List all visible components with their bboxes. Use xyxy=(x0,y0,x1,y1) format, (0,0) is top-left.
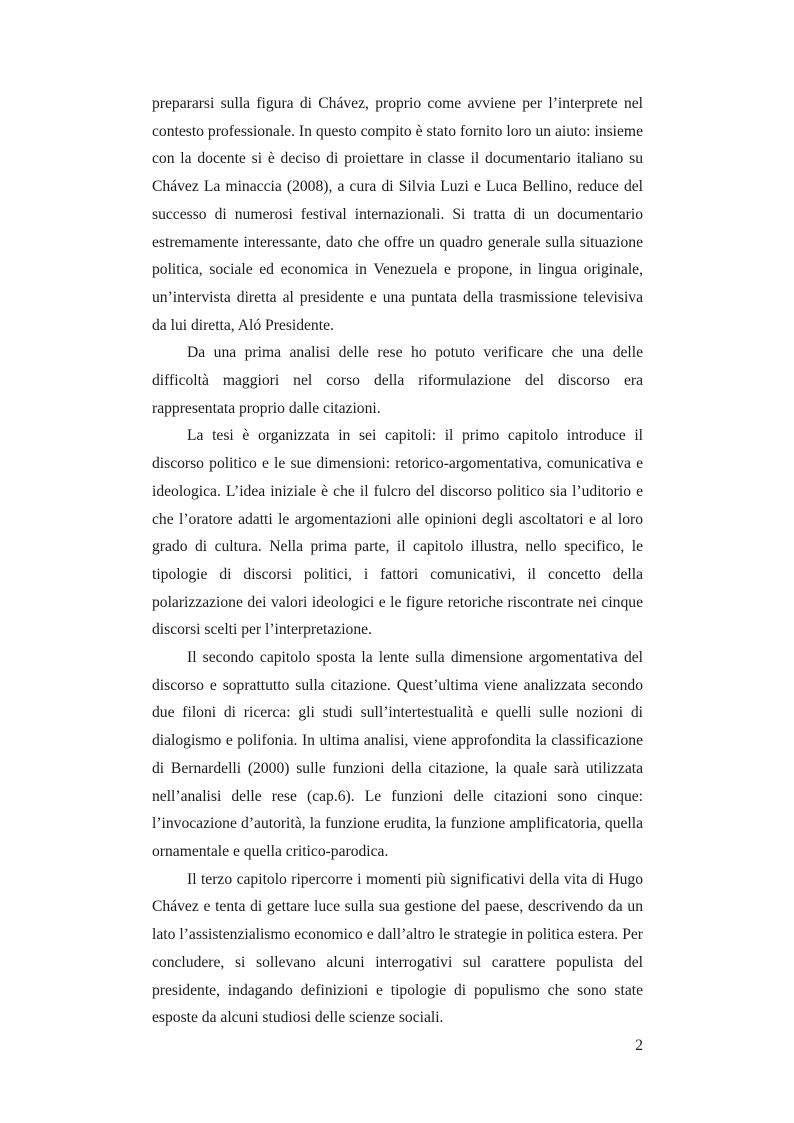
page-number: 2 xyxy=(635,1037,643,1054)
paragraph-translation-difficulties: Da una prima analisi delle rese ho potuto verificare che una delle difficoltà maggiori nel corso della riformulazione del discorso era rappresentata proprio dalle citazioni. xyxy=(152,344,643,417)
paragraph-chapter-two: Il secondo capitolo sposta la lente sulla dimensione argomentativa del discorso e soprattutto sulla citazione. Quest’ultima viene analizzata secondo due filoni di ricerca: gli studi sull’intertestualità e quelli sulle nozioni di dialogismo e polifonia. In ultima analisi, viene approfondita la classificazione di Bernardelli (2000) sulle funzioni della citazione, la quale sarà utilizzata nell’analisi delle rese (cap.6). Le funzioni delle citazioni sono cinque: l’invocazione d’autorità, la funzione erudita, la funzione amplificatoria, quella ornamentale e quella critico-parodica. xyxy=(152,649,643,860)
body-text xyxy=(152,90,643,1032)
paragraph-chapter-one: La tesi è organizzata in sei capitoli: il primo capitolo introduce il discorso politico e le sue dimensioni: retorico-argomentativa, comunicativa e ideologica. L’idea iniziale è che il fulcro del discorso politico sia l’uditorio e che l’oratore adatti le argomentazioni alle opinioni degli ascoltatori e al loro grado di cultura. Nella prima parte, il capitolo illustra, nello specifico, le tipologie di discorsi politici, i fattori comunicativi, il concetto della polarizzazione dei valori ideologici e le figure retoriche riscontrate nei cinque discorsi scelti per l’interpretazione. xyxy=(152,427,643,639)
paragraph-continued: prepararsi sulla figura di Chávez, proprio come avviene per l’interprete nel contesto professionale. In questo compito è stato fornito loro un aiuto: insieme con la docente si è deciso di proiettare in classe il documentario italiano su Chávez La minaccia (2008), a cura di Silvia Luzi e Luca Bellino, reduce del successo di numerosi festival internazionali. Si tratta di un documentario estremamente interessante, dato che offre un quadro generale sulla situazione politica, sociale ed economica in Venezuela e propone, in lingua originale, un’intervista diretta al presidente e una puntata della trasmissione televisiva da lui diretta, Aló Presidente. xyxy=(152,95,643,334)
paragraph-chapter-three: Il terzo capitolo ripercorre i momenti più significativi della vita di Hugo Chávez e tenta di gettare luce sulla sua gestione del paese, descrivendo da un lato l’assistenzialismo economico e dall’altro le strategie in politica estera. Per concludere, si sollevano alcuni interrogativi sul carattere populista del presidente, indagando definizioni e tipologie di populismo che sono state esposte da alcuni studiosi delle scienze sociali. xyxy=(152,870,643,1027)
